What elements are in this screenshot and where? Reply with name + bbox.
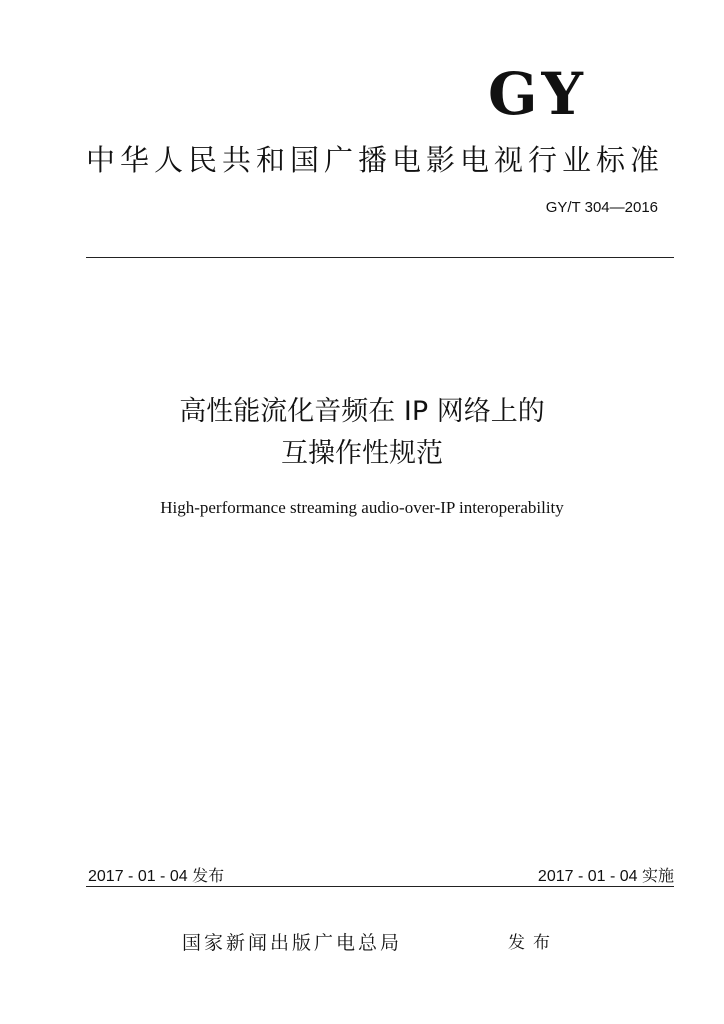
implementation-date: 2017 - 01 - 04 实施	[537, 868, 674, 885]
english-title: High-performance streaming audio-over-IP interoperability	[160, 498, 564, 517]
standard-logo: GY	[488, 60, 587, 128]
standard-number: GY/T 304—2016	[545, 199, 658, 216]
chinese-title-line-1: 高性能流化音频在 IP 网络上的	[179, 396, 545, 427]
top-divider	[86, 257, 674, 258]
publisher-name: 国家新闻出版广电总局	[182, 932, 403, 954]
issue-date: 2017 - 01 - 04 发布	[88, 868, 225, 885]
org-title: 中华人民共和国广播电影电视行业标准	[86, 143, 665, 177]
publish-label: 发布	[508, 933, 558, 953]
bottom-divider	[86, 886, 674, 887]
chinese-title-line-2: 互操作性规范	[281, 438, 443, 469]
